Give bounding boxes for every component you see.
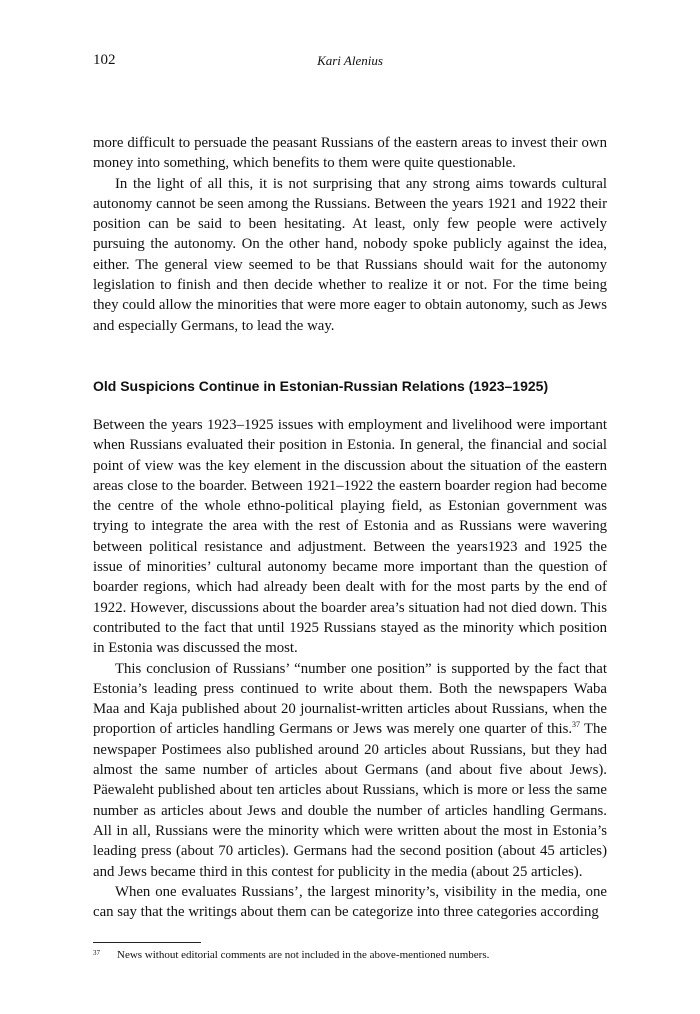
section-intro: [93, 133, 607, 336]
footnote-divider: [93, 942, 201, 943]
section-body: [93, 415, 607, 922]
footnote-number: 37: [93, 949, 100, 958]
paragraph: Between the years 1923–1925 issues with employment and livelihood were important when Russians evaluated their position in Estonia. In general, the financial and social point of view was the key element in the discussion about the situation of the eastern areas close to the boarder. Between 1921–1922 the eastern boarder region had become the centre of the whole ethno-political playing field, as Estonian government was trying to integrate the area with the rest of Estonia and as Russians were wavering between political resistance and adjustment. Between the years1923 and 1925 the issue of minorities’ cultural autonomy became more important than the question of boarder regions, which had already been dealt with for the most parts by the end of 1922. However, discussions about the boarder area’s situation had not died down. This contributed to the fact that until 1925 Russians stayed as the minority which position in Estonia was discussed the most.: [93, 416, 607, 657]
main-text: [93, 133, 607, 922]
paragraph-text: This conclusion of Russians’ “number one position” is supported by the fact that Estonia’s leading press continued to write about them. Both the newspapers Waba Maa and Kaja published about 20 journalist-written articles about Russians, when the proportion of articles handling Germans or Jews was merely one quarter of this.: [93, 660, 607, 738]
footnote-ref[interactable]: 37: [572, 720, 581, 730]
page-header: [93, 52, 607, 74]
footnote-text: News without editorial comments are not included in the above-mentioned numbers.: [117, 949, 490, 962]
paragraph: When one evaluates Russians’, the largest minority’s, visibility in the media, one can say that the writings about them can be categorize into three categories according: [93, 883, 607, 921]
footnote: [93, 948, 607, 963]
paragraph: In the light of all this, it is not surprising that any strong aims towards cultural autonomy cannot be seen among the Russians. Between the years 1921 and 1922 their position can be said to been hesitating. At least, only few people were actively pursuing the autonomy. On the other hand, nobody spoke publicly against the idea, either. The general view seemed to be that Russians should wait for the autonomy legislation to finish and then decide whether to realize it or not. For the time being they could allow the minorities that were more eager to obtain autonomy, such as Jews and especially Germans, to lead the way.: [93, 175, 607, 334]
page-number: 102: [93, 52, 116, 68]
paragraph: more difficult to persuade the peasant Russians of the eastern areas to invest their own money into something, which benefits to them were quite questionable.: [93, 135, 607, 172]
running-head: Kari Alenius: [317, 53, 383, 68]
book-page: [93, 52, 607, 963]
paragraph: [93, 659, 607, 882]
section-heading: Old Suspicions Continue in Estonian-Russian Relations (1923–1925): [93, 377, 549, 394]
paragraph-text: The newspaper Postimees also published around 20 articles about Russians, but they had almost the same number of articles about Germans (and about five about Jews). Päewaleht published about ten articles about Russians, which is more or less the same number as articles about Jews and double the number of articles handling Germans. All in all, Russians were the minority which were written about the most in Estonia’s leading press (about 70 articles). Germans had the second position (about 45 articles) and Jews became third in this contest for publicity in the media (about 25 articles).: [93, 721, 607, 880]
